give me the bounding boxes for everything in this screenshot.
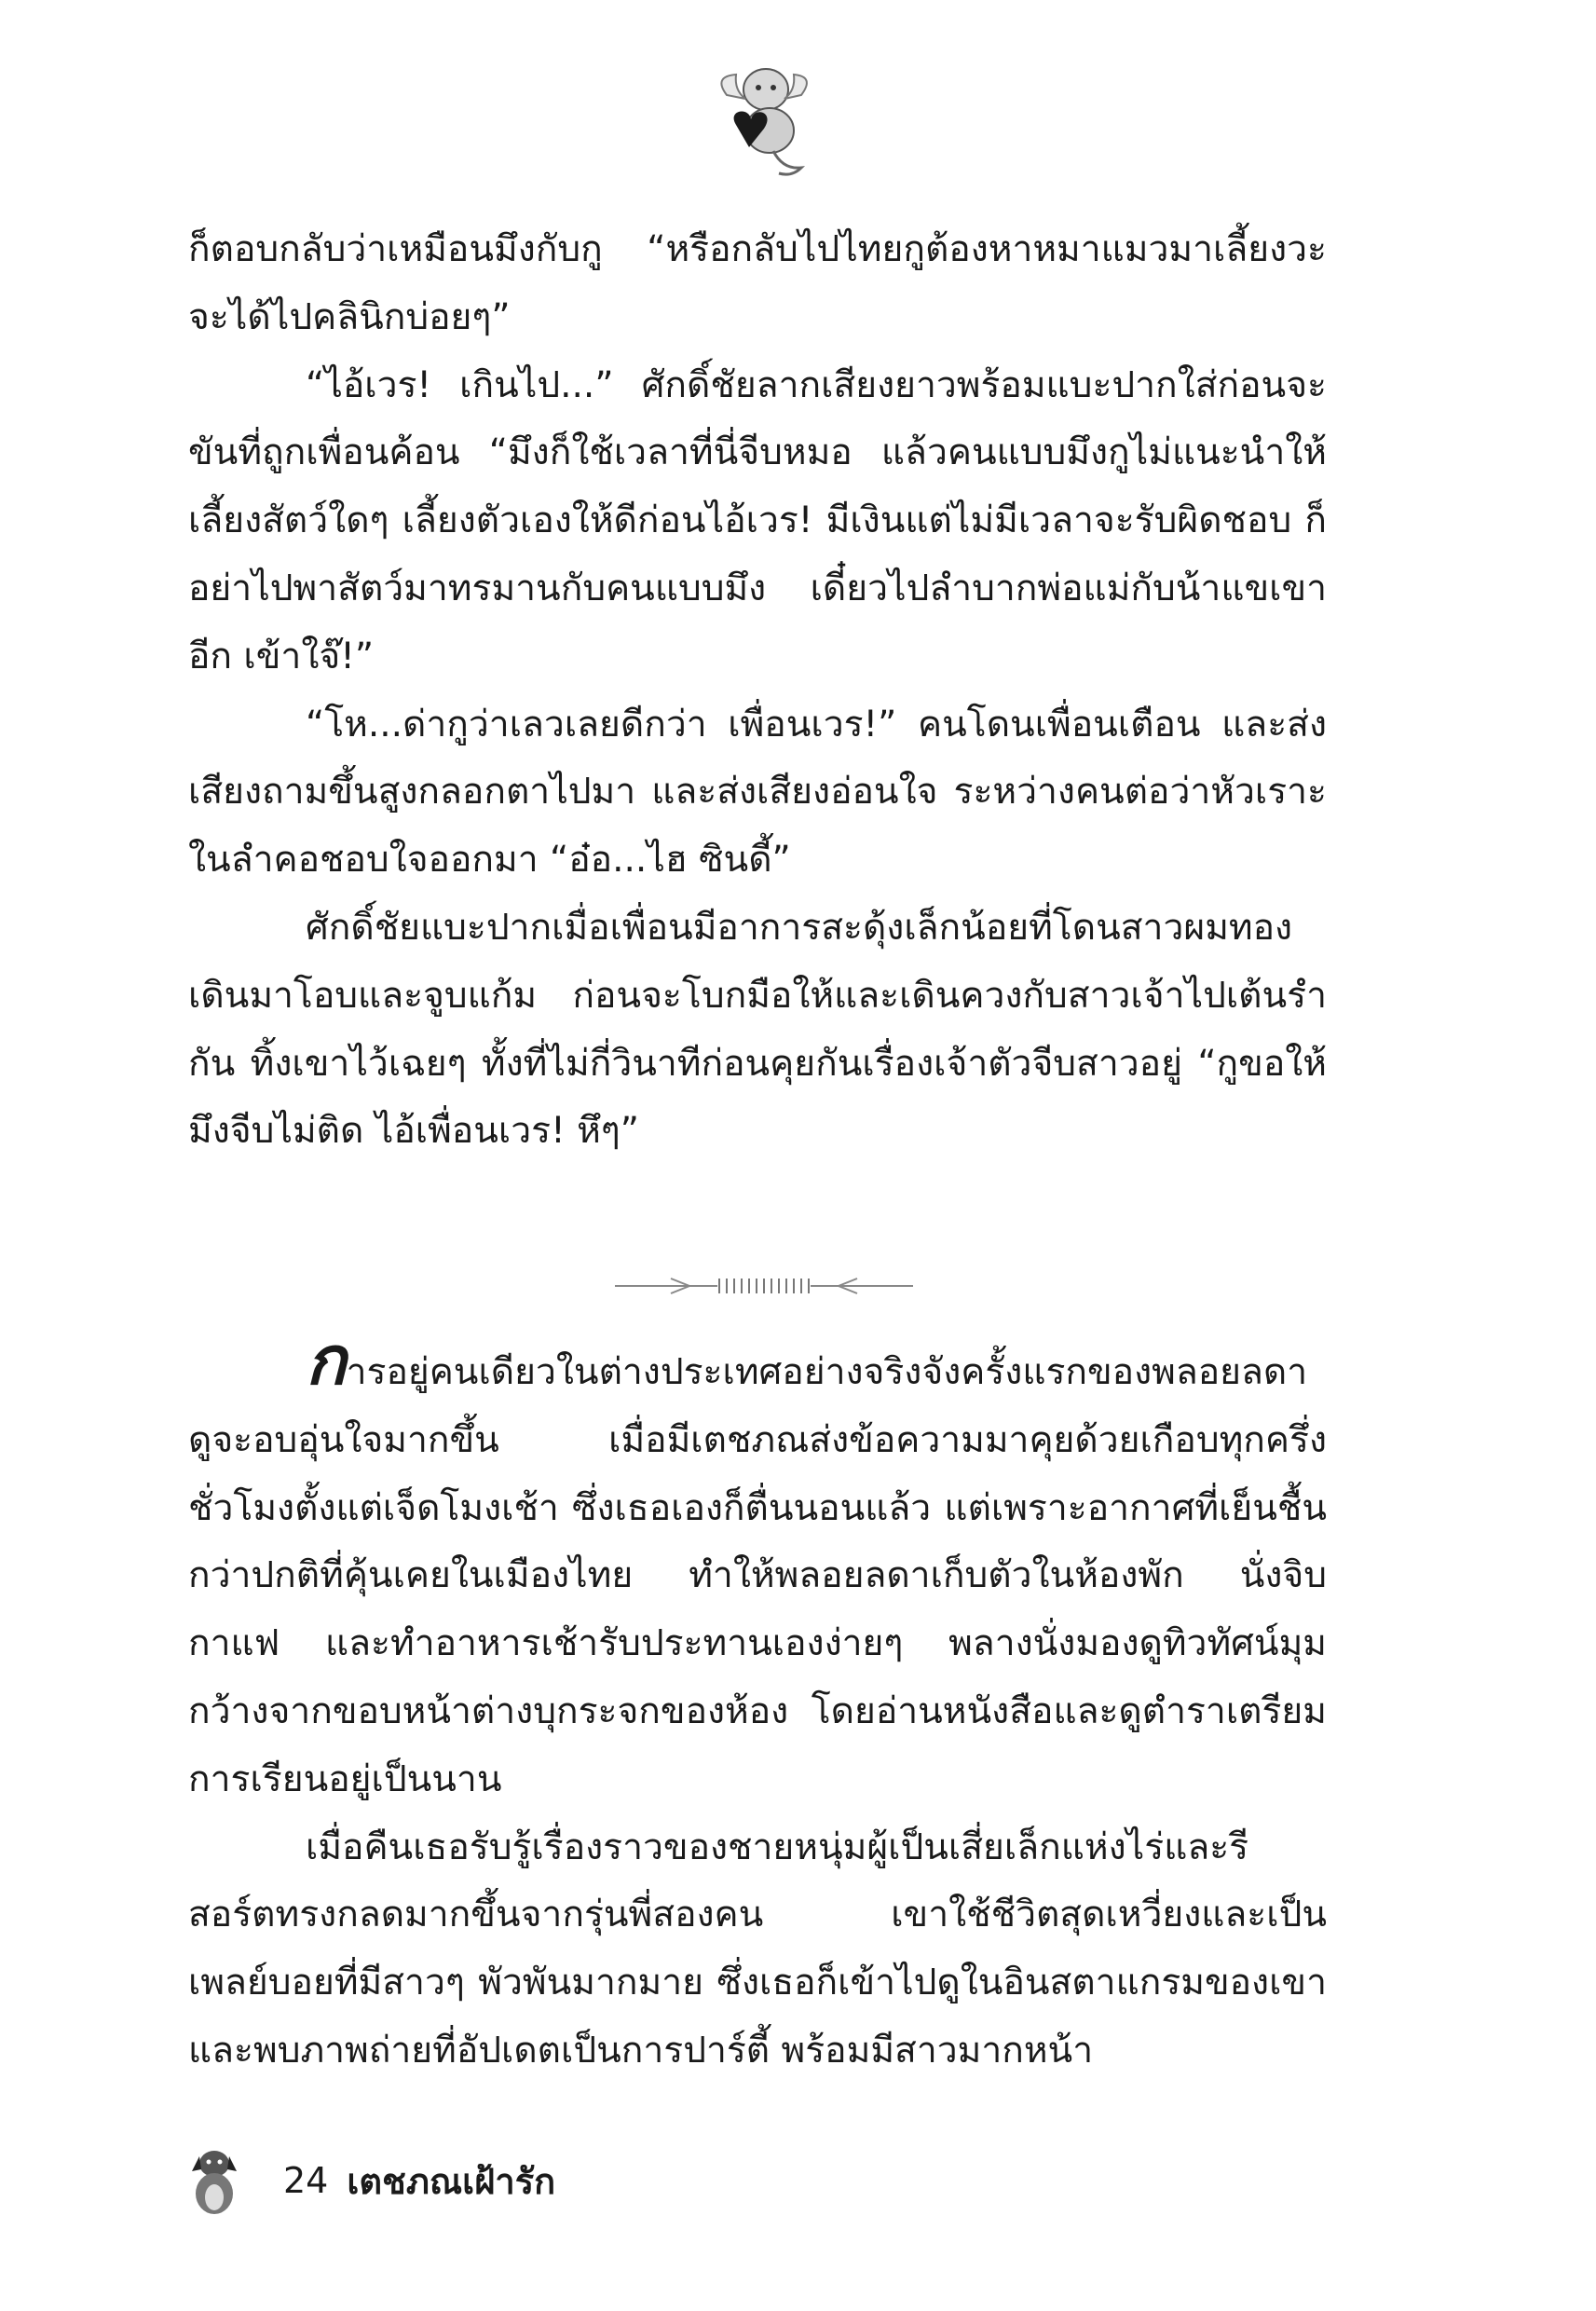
page-number: 24 <box>283 2160 329 2201</box>
ornamental-divider-icon <box>615 1275 913 1297</box>
paragraph <box>188 1320 1327 1814</box>
paragraph: “โห...ด่ากูว่าเลวเลยดีกว่า เพื่อนเวร!” คนโดนเพื่อนเตือน และส่งเสียงถามขึ้นสูงกลอกตาไปมา และส่งเสียงอ่อนใจ ระหว่างคนต่อว่าหัวเราะในลำคอชอบใจออกมา “อ๋อ...ไฮ ซินดี้” <box>188 703 1327 882</box>
section2-text <box>188 1320 1327 2085</box>
dropcap: ก <box>306 1320 347 1400</box>
paragraph-text: ารอยู่คนเดียวในต่างประเทศอย่างจริงจังครั้งแรกของพลอยลดาดูจะอบอุ่นใจมากขึ้น เมื่อมีเตชภณส่งข้อความมาคุยด้วยเกือบทุกครึ่งชั่วโมงตั้งแต่เจ็ดโมงเช้า ซึ่งเธอเองก็ตื่นนอนแล้ว แต่เพราะอากาศที่เย็นชื้นกว่าปกติที่คุ้นเคยในเมืองไทย ทำให้พลอยลดาเก็บตัวในห้องพัก นั่งจิบกาแฟ และทำอาหารเช้ารับประทานเองง่ายๆ พลางนั่งมองดูทิวทัศน์มุมกว้างจากขอบหน้าต่างบุกระจกของห้อง โดยอ่านหนังสือและดูตำราเตรียมการเรียนอยู่เป็นนาน <box>188 1351 1327 1800</box>
paragraph: ก็ตอบกลับว่าเหมือนมึงกับกู “หรือกลับไปไทยกูต้องหาหมาแมวมาเลี้ยงวะ จะได้ไปคลินิกบ่อยๆ” <box>188 228 1327 338</box>
paragraph: “ไอ้เวร! เกินไป...” ศักดิ์ชัยลากเสียงยาวพร้อมแบะปากใส่ก่อนจะขันที่ถูกเพื่อนค้อน “มึงก็ใช้เวลาที่นี่จีบหมอ แล้วคนแบบมึงกูไม่แนะนำให้เลี้ยงสัตว์ใดๆ เลี้ยงตัวเองให้ดีก่อนไอ้เวร! มีเงินแต่ไม่มีเวลาจะรับผิดชอบ ก็อย่าไปพาสัตว์มาทรมานกับคนแบบมึง เดี๋ยวไปลำบากพ่อแม่กับน้าแขเขาอีก เข้าใจ๊!” <box>188 363 1327 677</box>
dog-icon <box>186 2143 242 2218</box>
paragraph: ศักดิ์ชัยแบะปากเมื่อเพื่อนมีอาการสะดุ้งเล็กน้อยที่โดนสาวผมทองเดินมาโอบและจูบแก้ม ก่อนจะโบกมือให้และเดินควงกับสาวเจ้าไปเต้นรำกัน ทิ้งเขาไว้เฉยๆ ทั้งที่ไม่กี่วินาทีก่อนคุยกันเรื่องเจ้าตัวจีบสาวอยู่ “กูขอให้มึงจีบไม่ติด ไอ้เพื่อนเวร! หึๆ” <box>188 906 1327 1153</box>
book-title: เตชภณเฝ้ารัก <box>347 2160 556 2202</box>
paragraph: เมื่อคืนเธอรับรู้เรื่องราวของชายหนุ่มผู้เป็นเสี่ยเล็กแห่งไร่และรีสอร์ตทรงกลดมากขึ้นจากรุ่นพี่สองคน เขาใช้ชีวิตสุดเหวี่ยงและเป็นเพลย์บอยที่มีสาวๆ พัวพันมากมาย ซึ่งเธอก็เข้าไปดูในอินสตาแกรมของเขาและพบภาพถ่ายที่อัปเดตเป็นการปาร์ตี้ พร้อมมีสาวมากหน้า <box>188 1826 1327 2072</box>
cupid-heart-icon <box>708 58 820 188</box>
section1-text <box>188 216 1327 1166</box>
page-footer <box>186 2143 555 2218</box>
